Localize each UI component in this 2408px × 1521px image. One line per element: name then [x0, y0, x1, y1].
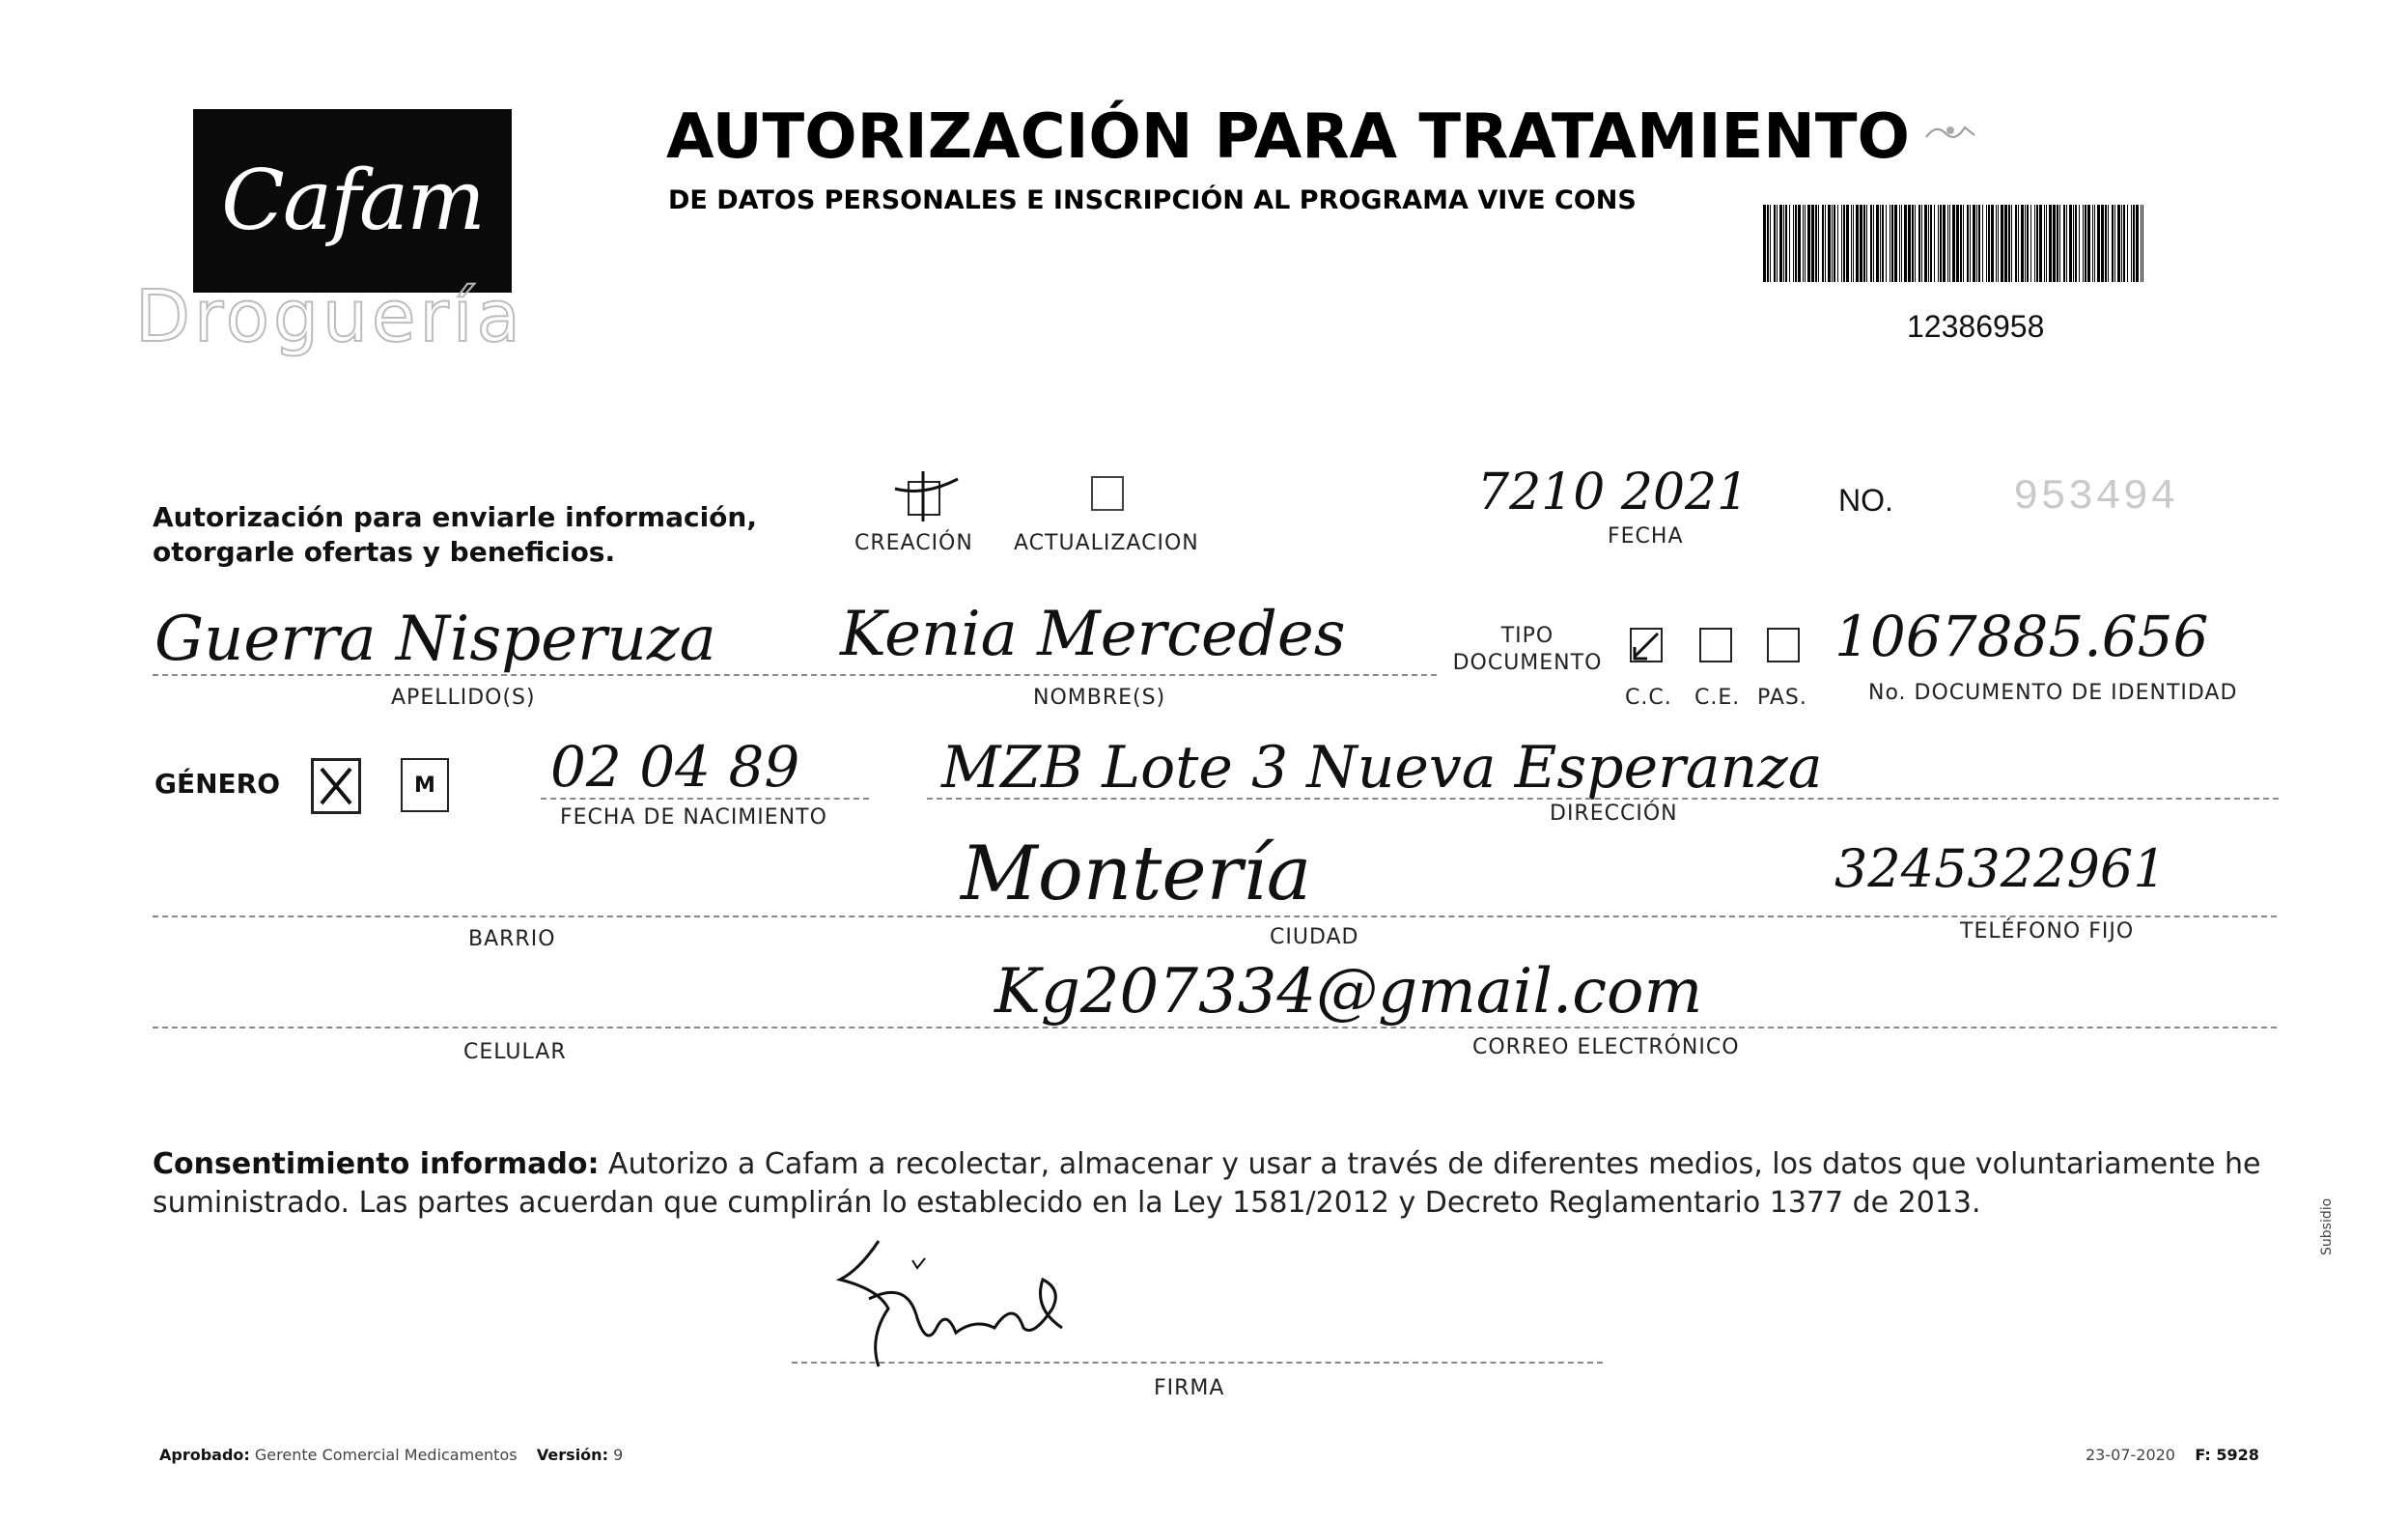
barcode-bar — [1774, 205, 1776, 282]
barcode-bar — [2011, 205, 2012, 282]
barcode-bar — [2063, 205, 2065, 282]
barcode-bar — [1815, 205, 1817, 282]
barcode-bar — [2085, 205, 2086, 282]
barcode-bar — [1863, 205, 1865, 282]
barcode-bar — [2039, 205, 2042, 282]
barrio-label: BARRIO — [468, 927, 556, 951]
barcode-bar — [2057, 205, 2058, 282]
barcode-bar — [1982, 205, 1983, 282]
barcode-bar — [1783, 205, 1784, 282]
barcode-bar — [1949, 205, 1950, 282]
barcode-number: 12386958 — [1907, 309, 2045, 344]
form-code: F: 5928 — [2195, 1446, 2259, 1464]
email-label: CORREO ELECTRÓNICO — [1472, 1035, 1740, 1059]
drogueria-watermark: Droguería — [135, 275, 524, 358]
barcode-bar — [2073, 205, 2074, 282]
gender-f-checkbox[interactable] — [311, 758, 361, 814]
city-label: CIUDAD — [1270, 925, 1359, 949]
logo-text: Cafam — [221, 153, 484, 249]
barcode-bar — [1986, 205, 1987, 282]
barcode-bar — [1853, 205, 1854, 282]
name-value[interactable]: Kenia Mercedes — [840, 599, 1346, 670]
barcode-bar — [2094, 205, 2095, 282]
phone-label: TELÉFONO FIJO — [1960, 919, 2135, 944]
smudge-mark — [1921, 116, 1979, 145]
barcode-bar — [1851, 205, 1852, 282]
barcode-bar — [2112, 205, 2114, 282]
update-checkbox[interactable] — [1091, 476, 1124, 511]
barcode-bar — [2008, 205, 2010, 282]
barcode-bar — [1805, 205, 1806, 282]
barcode-bar — [1943, 205, 1946, 282]
gender-m-label: M — [414, 773, 435, 798]
phone-value[interactable]: 3245322961 — [1834, 838, 2167, 899]
creation-checkbox[interactable] — [908, 481, 940, 516]
consent-heading: Consentimiento informado: — [153, 1147, 600, 1181]
barcode-bar — [1891, 205, 1893, 282]
barcode-bar — [2079, 205, 2080, 282]
barcode-bar — [2049, 205, 2052, 282]
barcode-bar — [1818, 205, 1819, 282]
barcode-bar — [2059, 205, 2060, 282]
barcode-bar — [2027, 205, 2029, 282]
barcode-bar — [1912, 205, 1914, 282]
form-number: 953494 — [2013, 473, 2178, 521]
barcode-bar — [1952, 205, 1955, 282]
barcode-bar — [1915, 205, 1916, 282]
barcode-bar — [1770, 205, 1771, 282]
barcode-bar — [2131, 205, 2132, 282]
barcode-bar — [2117, 205, 2120, 282]
form-subtitle: DE DATOS PERSONALES E INSCRIPCIÓN AL PROGRAMA VIVE CONS — [668, 185, 1637, 215]
barcode-bar — [2044, 205, 2045, 282]
barcode-bar — [2136, 205, 2139, 282]
signature-underline — [792, 1362, 1603, 1364]
footer-approval — [159, 1446, 623, 1464]
barcode-bar — [1876, 205, 1879, 282]
barcode-bar — [2142, 205, 2143, 282]
consent-text: Autorizo a Cafam a recolectar, almacenar y usar a través de diferentes medios, los datos que voluntariamente he suministrado. Las partes acuerdan que cumplirán lo establecido en la Ley 1581/2012 y Decreto Reglamentario 1377 de 2013. — [153, 1147, 2261, 1220]
birth-underline — [541, 798, 869, 800]
barcode-bar — [1956, 205, 1959, 282]
barcode-bar — [1998, 205, 1999, 282]
doc-number-value[interactable]: 1067885.656 — [1834, 604, 2209, 669]
barcode-bar — [1767, 205, 1769, 282]
barcode-bar — [1904, 205, 1907, 282]
barcode-bar — [1918, 205, 1920, 282]
doc-type-ce: C.E. — [1694, 686, 1741, 710]
barcode-bar — [2087, 205, 2090, 282]
footer-codes — [2086, 1446, 2259, 1464]
date-value[interactable]: 7210 2021 — [1477, 464, 1750, 521]
address-label: DIRECCIÓN — [1550, 802, 1678, 826]
barcode-bar — [1866, 205, 1867, 282]
barcode-bar — [1886, 205, 1887, 282]
email-value[interactable]: Kg207334@gmail.com — [994, 956, 1703, 1028]
date-label: FECHA — [1608, 524, 1684, 549]
barcode-bar — [1924, 205, 1927, 282]
barcode-bar — [1846, 205, 1849, 282]
barcode-bar — [1940, 205, 1942, 282]
ce-checkbox[interactable] — [1699, 628, 1732, 662]
barcode-bar — [2101, 205, 2104, 282]
barcode-bar — [2053, 205, 2056, 282]
birth-label: FECHA DE NACIMIENTO — [560, 805, 827, 830]
barcode-bar — [1789, 205, 1790, 282]
barcode-bar — [1779, 205, 1782, 282]
barcode-bar — [2123, 205, 2125, 282]
surname-label: APELLIDO(S) — [391, 686, 536, 710]
signature-label: FIRMA — [1154, 1376, 1225, 1400]
barcode-bar — [1856, 205, 1859, 282]
check-mark-icon — [1632, 630, 1661, 661]
cc-checkbox[interactable] — [1630, 628, 1663, 662]
barcode-bar — [2075, 205, 2077, 282]
barcode-bar — [2021, 205, 2024, 282]
barcode-bar — [1795, 205, 1797, 282]
barcode-bar — [1880, 205, 1881, 282]
address-underline — [927, 798, 2279, 800]
barcode-bar — [2018, 205, 2019, 282]
barcode-bar — [1967, 205, 1969, 282]
barcode-bar — [1921, 205, 1922, 282]
barcode-bar — [1978, 205, 1980, 282]
date-code: 23-07-2020 — [2086, 1446, 2175, 1464]
barcode-bar — [2108, 205, 2109, 282]
barcode-bar — [1873, 205, 1874, 282]
barcode-bar — [1901, 205, 1902, 282]
number-label: NO. — [1838, 483, 1893, 518]
barcode-bar — [2105, 205, 2107, 282]
barcode-bar — [1860, 205, 1862, 282]
barcode-bar — [1928, 205, 1929, 282]
barcode-bar — [2121, 205, 2122, 282]
authorization-text: Autorización para enviarle información, otorgarle ofertas y beneficios. — [153, 501, 757, 568]
barcode-bar — [2034, 205, 2035, 282]
barcode-bar — [1807, 205, 1810, 282]
barcode-bar — [1841, 205, 1842, 282]
barcode-bar — [1947, 205, 1948, 282]
barcode-bar — [1825, 205, 1826, 282]
barcode-bar — [1785, 205, 1787, 282]
version-label: Versión: — [536, 1446, 608, 1464]
barcode-bar — [2097, 205, 2100, 282]
barcode-bar — [1793, 205, 1794, 282]
barcode-bar — [1934, 205, 1935, 282]
x-mark-icon — [314, 761, 358, 811]
barcode-bar — [1970, 205, 1971, 282]
creation-label: CREACIÓN — [854, 531, 973, 555]
name-label: NOMBRE(S) — [1033, 686, 1166, 710]
barcode-bar — [1899, 205, 1900, 282]
barcode-bar — [2004, 205, 2007, 282]
doc-type-pas: PAS. — [1757, 686, 1807, 710]
barcode-bar — [2141, 205, 2142, 282]
barcode-bar — [1894, 205, 1897, 282]
barcode-bar — [1988, 205, 1990, 282]
version-value: 9 — [613, 1446, 624, 1464]
barcode-bar — [2114, 205, 2115, 282]
barcode-bar — [1811, 205, 1814, 282]
doc-number-label: No. DOCUMENTO DE IDENTIDAD — [1868, 681, 2238, 705]
barcode-bar — [2069, 205, 2072, 282]
barcode-bar — [1832, 205, 1833, 282]
gender-m-checkbox[interactable] — [401, 758, 449, 812]
barcode-bar — [1930, 205, 1932, 282]
barcode-bar — [1960, 205, 1962, 282]
consent-paragraph — [153, 1145, 2277, 1223]
barcode-bar — [2036, 205, 2038, 282]
barcode-bar — [1803, 205, 1804, 282]
barcode-bar — [1996, 205, 1997, 282]
barcode — [1763, 205, 2145, 282]
barcode-bar — [2046, 205, 2047, 282]
barcode-bar — [1976, 205, 1977, 282]
cell-label: CELULAR — [463, 1040, 567, 1064]
barcode-bar — [2001, 205, 2003, 282]
barcode-bar — [1837, 205, 1838, 282]
approved-label: Aprobado: — [159, 1446, 250, 1464]
barcode-bar — [1908, 205, 1911, 282]
barcode-bar — [1843, 205, 1845, 282]
barcode-bar — [2025, 205, 2026, 282]
barcode-bar — [1973, 205, 1975, 282]
barcode-bar — [1834, 205, 1835, 282]
barcode-bar — [2083, 205, 2084, 282]
birth-value[interactable]: 02 04 89 — [550, 734, 800, 800]
barcode-bar — [1822, 205, 1824, 282]
barcode-bar — [1777, 205, 1778, 282]
barcode-bar — [1991, 205, 1994, 282]
gender-label: GÉNERO — [154, 768, 281, 800]
barcode-bar — [2127, 205, 2128, 282]
barcode-bar — [2030, 205, 2031, 282]
pas-checkbox[interactable] — [1767, 628, 1800, 662]
address-value[interactable]: MZB Lote 3 Nueva Esperanza — [941, 734, 1823, 802]
barcode-bar — [1763, 205, 1766, 282]
doc-type-cc: C.C. — [1625, 686, 1672, 710]
barcode-bar — [2066, 205, 2067, 282]
barcode-bar — [1828, 205, 1831, 282]
form-title: AUTORIZACIÓN PARA TRATAMIENTO — [666, 101, 1910, 173]
barcode-bar — [1882, 205, 1884, 282]
barcode-bar — [2133, 205, 2135, 282]
name-underline — [153, 674, 1437, 676]
side-vertical-text: Subsidio — [2319, 1197, 2335, 1255]
update-label: ACTUALIZACION — [1014, 531, 1199, 555]
city-value[interactable]: Montería — [961, 831, 1312, 917]
barcode-bar — [1798, 205, 1801, 282]
check-mark-icon — [890, 467, 967, 525]
barcode-bar — [1870, 205, 1872, 282]
surname-value[interactable]: Guerra Nisperuza — [154, 604, 716, 675]
barcode-bar — [2015, 205, 2017, 282]
cafam-logo — [193, 109, 512, 293]
barcode-bar — [1963, 205, 1964, 282]
barcode-bar — [1938, 205, 1939, 282]
approved-value: Gerente Comercial Medicamentos — [254, 1446, 518, 1464]
doc-type-label: TIPO DOCUMENTO — [1452, 624, 1603, 675]
barcode-bar — [2092, 205, 2093, 282]
